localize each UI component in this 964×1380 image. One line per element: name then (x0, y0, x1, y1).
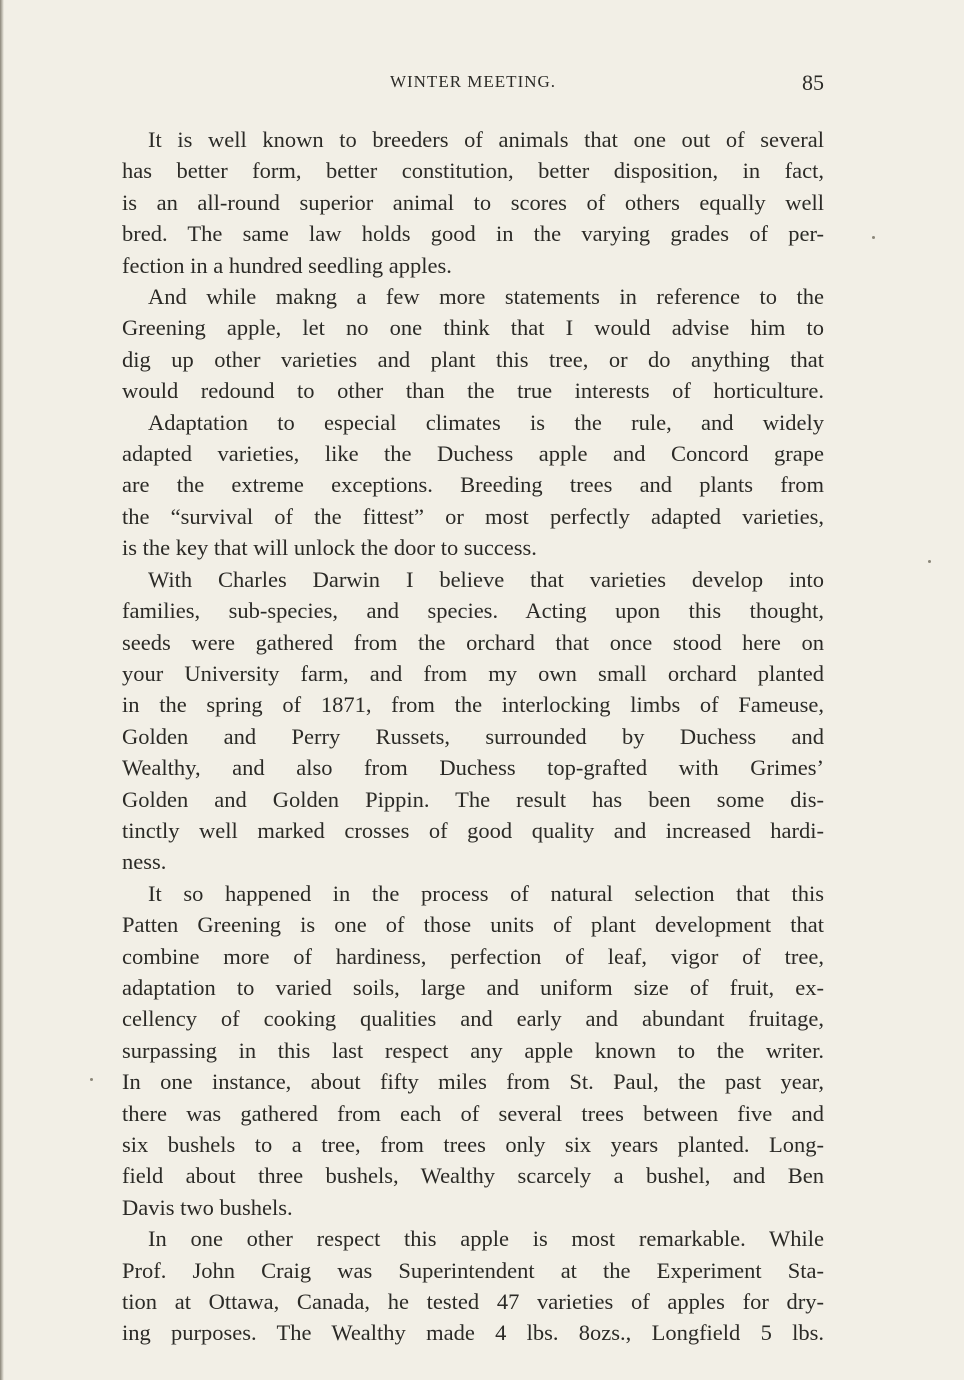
text-line: Wealthy, and also from Duchess top-grafted with Grimes’ (122, 755, 824, 781)
text-line: tion at Ottawa, Canada, he tested 47 varieties of apples for dry- (122, 1289, 824, 1315)
text-line: adaptation to varied soils, large and uniform size of fruit, ex- (122, 974, 824, 1000)
text-line: your University farm, and from my own small orchard planted (122, 660, 824, 686)
text-line: tinctly well marked crosses of good quality and increased hardi- (122, 817, 824, 843)
text-line: Golden and Golden Pippin. The result has been some dis- (122, 786, 824, 812)
text-line: Golden and Perry Russets, surrounded by Duchess and (122, 723, 824, 749)
paragraph (122, 281, 824, 407)
text-line: there was gathered from each of several trees between five and (122, 1100, 824, 1126)
text-line: ing purposes. The Wealthy made 4 lbs. 8ozs., Longfield 5 lbs. (122, 1320, 824, 1346)
text-line: Adaptation to especial climates is the rule, and widely (148, 409, 824, 435)
text-line: the “survival of the fittest” or most perfectly adapted varieties, (122, 503, 824, 529)
text-line: field about three bushels, Wealthy scarcely a bushel, and Ben (122, 1163, 824, 1189)
text-line: In one instance, about fifty miles from St. Paul, the past year, (122, 1069, 824, 1095)
page-edge-shadow (0, 0, 4, 1380)
text-line: It so happened in the process of natural selection that this (148, 880, 824, 906)
text-line: With Charles Darwin I believe that varieties develop into (148, 566, 824, 592)
paragraph (122, 124, 824, 281)
running-title: WINTER MEETING. (389, 72, 557, 91)
paragraph (122, 407, 824, 564)
text-line: families, sub-species, and species. Acting upon this thought, (122, 598, 824, 624)
paper-speck (90, 1078, 93, 1081)
text-line: adapted varieties, like the Duchess apple and Concord grape (122, 441, 824, 467)
text-line: Prof. John Craig was Superintendent at the Experiment Sta- (122, 1257, 824, 1283)
text-line: is the key that will unlock the door to success. (122, 535, 537, 561)
paragraph (122, 564, 824, 878)
page-header (122, 66, 824, 106)
text-line: ness. (122, 849, 167, 875)
text-line: combine more of hardiness, perfection of leaf, vigor of tree, (122, 943, 824, 969)
paper-speck (872, 236, 875, 239)
paragraph (122, 1223, 824, 1349)
text-line: In one other respect this apple is most remarkable. While (148, 1226, 824, 1252)
text-line: has better form, better constitution, better disposition, in fact, (122, 158, 824, 184)
text-line: would redound to other than the true interests of horticulture. (122, 378, 824, 404)
paragraph (122, 878, 824, 1223)
text-line: bred. The same law holds good in the varying grades of per- (122, 221, 824, 247)
text-line: dig up other varieties and plant this tree, or do anything that (122, 346, 824, 372)
text-line: cellency of cooking qualities and early and abundant fruitage, (122, 1006, 824, 1032)
text-line: surpassing in this last respect any apple known to the writer. (122, 1037, 824, 1063)
text-line: in the spring of 1871, from the interlocking limbs of Fameuse, (122, 692, 824, 718)
text-line: Greening apple, let no one think that I would advise him to (122, 315, 824, 341)
text-line: Davis two bushels. (122, 1194, 293, 1220)
text-line: are the extreme exceptions. Breeding trees and plants from (122, 472, 824, 498)
text-line: seeds were gathered from the orchard that once stood here on (122, 629, 824, 655)
paper-speck (928, 560, 931, 563)
text-line: six bushels to a tree, from trees only six years planted. Long- (122, 1132, 824, 1157)
text-line: And while makng a few more statements in reference to the (148, 284, 824, 310)
body-text (122, 124, 824, 1349)
text-line: It is well known to breeders of animals that one out of several (148, 127, 824, 152)
text-line: is an all-round superior animal to scores of others equally well (122, 189, 824, 215)
text-line: Patten Greening is one of those units of plant development that (122, 912, 824, 938)
text-line: fection in a hundred seedling apples. (122, 252, 452, 278)
page-number: 85 (802, 70, 824, 95)
